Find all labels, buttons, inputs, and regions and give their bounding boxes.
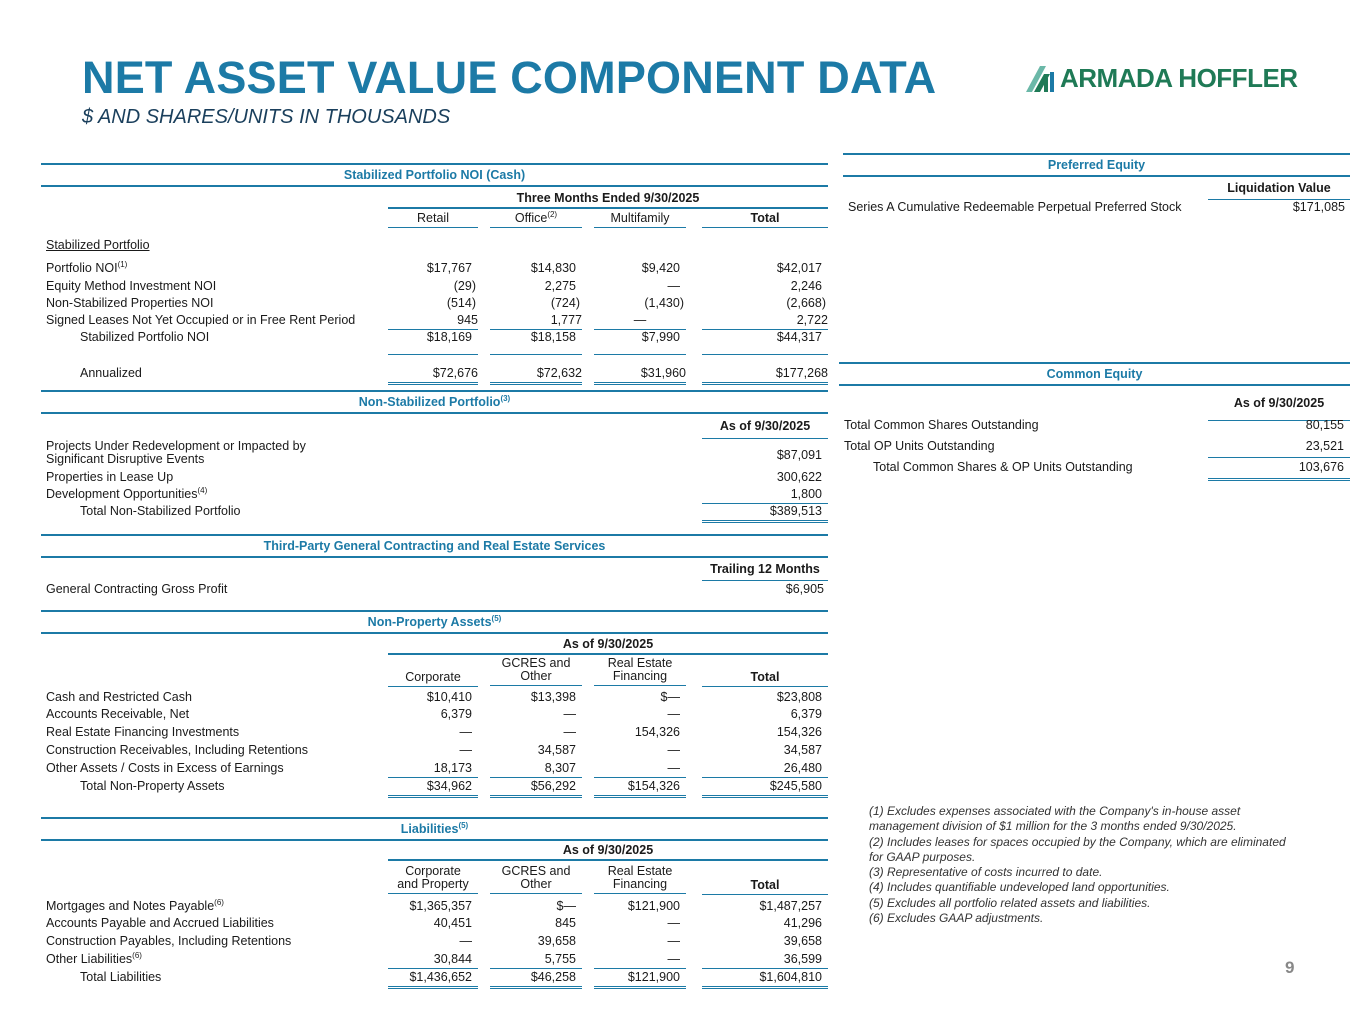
cell: 2,275 xyxy=(544,279,576,293)
table-row xyxy=(41,502,828,520)
cell: 5,755 xyxy=(490,950,582,969)
cell: $23,808 xyxy=(776,690,822,704)
row-label: General Contracting Gross Profit xyxy=(46,582,228,596)
cell: 6,379 xyxy=(790,707,822,721)
cell: $10,410 xyxy=(426,690,472,704)
cell: $7,990 xyxy=(641,330,680,344)
cell: 18,173 xyxy=(388,759,478,778)
cell: 8,307 xyxy=(490,759,582,778)
footnote: (5) Excludes all portfolio related assets and liabilities. xyxy=(869,895,1151,910)
page-title: NET ASSET VALUE COMPONENT DATA xyxy=(82,52,937,103)
cell: 41,296 xyxy=(783,916,822,930)
cell: $177,268 xyxy=(702,364,828,385)
cell: 2,246 xyxy=(790,279,822,293)
cell: — xyxy=(594,311,686,330)
table-row xyxy=(41,686,828,705)
cell: 2,722 xyxy=(702,311,828,330)
table-row xyxy=(41,436,828,468)
cell: $13,398 xyxy=(530,690,576,704)
row-label: Development Opportunities$^{(4)}$ xyxy=(46,485,208,501)
cell: $72,676 xyxy=(388,364,478,385)
cell: — xyxy=(667,279,680,293)
cell: 1,800 xyxy=(702,485,828,504)
table-row xyxy=(41,294,828,311)
cell: $154,326 xyxy=(594,777,686,798)
footnotes xyxy=(869,804,1289,926)
table-row xyxy=(41,914,828,932)
cell: — xyxy=(459,934,472,948)
divider xyxy=(594,346,686,355)
row-label: Total Liabilities xyxy=(80,970,162,984)
cell: — xyxy=(667,916,680,930)
liab-col-gcres: GCRES and Other xyxy=(490,865,582,894)
cell: $171,085 xyxy=(1292,200,1345,214)
row-label: Accounts Payable and Accrued Liabilities xyxy=(46,916,274,930)
row-label: Projects Under Redevelopment or Impacted by Significant Disruptive Events xyxy=(46,439,306,466)
row-label: Annualized xyxy=(80,366,142,380)
row-label: Other Liabilities$^{(6)}$ xyxy=(46,950,142,966)
cell: (29) xyxy=(453,279,476,293)
footnote: (4) Includes quantifiable undeveloped land opportunities. xyxy=(869,880,1170,895)
cell: $87,091 xyxy=(776,448,822,462)
np-col-gcres: GCRES and Other xyxy=(490,657,582,686)
cell: 6,379 xyxy=(440,707,472,721)
cell: $389,513 xyxy=(702,502,828,523)
row-label: Construction Receivables, Including Retentions xyxy=(46,743,308,757)
cell: $— xyxy=(660,690,680,704)
preferred-col: Liquidation Value xyxy=(1208,177,1350,200)
common-heading: Common Equity xyxy=(839,362,1350,386)
cell: (1,430) xyxy=(644,296,684,310)
table-row xyxy=(839,456,1350,477)
non-property-heading: Non-Property Assets$^{(5)}$ xyxy=(41,610,828,634)
liab-col-total: Total xyxy=(702,876,828,895)
page-subtitle: $ AND SHARES/UNITS IN THOUSANDS xyxy=(82,106,451,128)
table-row xyxy=(41,705,828,723)
cell: — xyxy=(563,725,576,739)
table-row xyxy=(41,932,828,950)
cell: $1,604,810 xyxy=(702,968,828,989)
cell: 154,326 xyxy=(634,725,680,739)
liabilities-heading: Liabilities$^{(5)}$ xyxy=(41,817,828,841)
cell: $6,905 xyxy=(785,582,824,596)
cell: $17,767 xyxy=(426,261,472,275)
cell: $1,365,357 xyxy=(409,899,472,913)
row-label: Total Non-Property Assets xyxy=(80,779,225,793)
row-label: Signed Leases Not Yet Occupied or in Free Rent Period xyxy=(46,313,356,327)
cell: $14,830 xyxy=(530,261,576,275)
liabilities-period: As of 9/30/2025 xyxy=(388,841,828,861)
cell: 80,155 xyxy=(1305,418,1344,432)
cell: $245,580 xyxy=(702,777,828,798)
cell: — xyxy=(594,759,686,778)
table-row xyxy=(41,759,828,777)
cell: $31,960 xyxy=(594,364,686,385)
common-section xyxy=(839,362,1350,477)
cell: $44,317 xyxy=(776,330,822,344)
row-label: Construction Payables, Including Retentions xyxy=(46,934,292,948)
cell: $9,420 xyxy=(641,261,680,275)
footnote: (6) Excludes GAAP adjustments. xyxy=(869,911,1044,926)
noi-col-multifamily: Multifamily xyxy=(594,209,686,228)
cell: 154,326 xyxy=(776,725,822,739)
cell: 845 xyxy=(555,916,576,930)
cell: $121,900 xyxy=(627,899,680,913)
row-label: Accounts Receivable, Net xyxy=(46,707,190,721)
cell: — xyxy=(459,743,472,757)
cell: 34,587 xyxy=(783,743,822,757)
company-logo xyxy=(1024,62,1298,94)
table-row xyxy=(41,968,828,986)
footnote: (1) Excludes expenses associated with the Company's in-house asset management division of $1 million for the 3 months ended 9/30/2025. xyxy=(869,804,1241,834)
table-row xyxy=(41,723,828,741)
table-row xyxy=(839,414,1350,435)
cell: 30,844 xyxy=(388,950,478,969)
cell: 945 xyxy=(388,311,478,330)
row-label: Total Common Shares & OP Units Outstanding xyxy=(873,460,1133,474)
cell: — xyxy=(594,950,686,969)
table-row xyxy=(839,435,1350,456)
cell: — xyxy=(563,707,576,721)
noi-heading: Stabilized Portfolio NOI (Cash) xyxy=(41,163,828,187)
noi-group-label: Stabilized Portfolio xyxy=(46,238,150,252)
row-label: Equity Method Investment NOI xyxy=(46,279,217,293)
cell: $18,158 xyxy=(530,330,576,344)
noi-col-total: Total xyxy=(702,209,828,228)
cell: 103,676 xyxy=(1208,456,1350,481)
row-label: Non-Stabilized Properties NOI xyxy=(46,296,214,310)
row-label: Properties in Lease Up xyxy=(46,470,174,484)
non-property-period: As of 9/30/2025 xyxy=(388,635,828,655)
row-label: Total Common Shares Outstanding xyxy=(844,418,1039,432)
cell: $18,169 xyxy=(426,330,472,344)
non-stabilized-col: As of 9/30/2025 xyxy=(702,414,828,439)
table-row xyxy=(41,277,828,294)
cell: $1,487,257 xyxy=(759,899,822,913)
liab-col-financing: Real Estate Financing xyxy=(594,865,686,894)
table-row xyxy=(843,198,1350,216)
row-label: Total Non-Stabilized Portfolio xyxy=(80,504,241,518)
cell: 1,777 xyxy=(490,311,582,330)
cell: $34,962 xyxy=(388,777,478,798)
logo-text: ARMADA HOFFLER xyxy=(1060,62,1298,93)
table-row xyxy=(41,777,828,795)
non-stabilized-section xyxy=(41,390,828,520)
divider xyxy=(490,346,582,355)
noi-period: Three Months Ended 9/30/2025 xyxy=(388,189,828,209)
cell: 39,658 xyxy=(537,934,576,948)
table-row xyxy=(41,579,828,597)
cell: $56,292 xyxy=(490,777,582,798)
table-row xyxy=(41,468,828,485)
cell: $46,258 xyxy=(490,968,582,989)
preferred-section xyxy=(843,153,1350,216)
noi-col-office: Office$^{(2)}$ xyxy=(490,209,582,228)
row-label: Total OP Units Outstanding xyxy=(844,439,995,453)
non-stabilized-heading: Non-Stabilized Portfolio$^{(3)}$ xyxy=(41,390,828,414)
row-label: Cash and Restricted Cash xyxy=(46,690,192,704)
cell: 300,622 xyxy=(776,470,822,484)
row-label: Series A Cumulative Redeemable Perpetual Preferred Stock xyxy=(848,200,1182,214)
cell: $1,436,652 xyxy=(388,968,478,989)
cell: (514) xyxy=(446,296,476,310)
cell: — xyxy=(459,725,472,739)
cell: — xyxy=(667,934,680,948)
liabilities-section xyxy=(41,817,828,986)
cell: $42,017 xyxy=(776,261,822,275)
cell: 34,587 xyxy=(537,743,576,757)
non-property-section xyxy=(41,610,828,795)
armada-hoffler-logo-icon xyxy=(1024,62,1056,94)
cell: $72,632 xyxy=(490,364,582,385)
noi-col-retail: Retail xyxy=(388,209,478,228)
cell: 40,451 xyxy=(433,916,472,930)
cell: 26,480 xyxy=(702,759,828,778)
table-row xyxy=(41,741,828,759)
table-row xyxy=(41,328,828,346)
np-col-financing: Real Estate Financing xyxy=(594,657,686,686)
footnote: (2) Includes leases for spaces occupied by the Company, which are eliminated for GAAP purposes. xyxy=(869,834,1286,864)
table-row xyxy=(41,485,828,502)
table-row xyxy=(41,311,828,328)
liab-col-corporate: Corporate and Property xyxy=(388,865,478,894)
cell: — xyxy=(667,743,680,757)
np-col-corporate: Corporate xyxy=(388,668,478,687)
third-party-col: Trailing 12 Months xyxy=(702,558,828,581)
table-row xyxy=(41,364,828,382)
common-col: As of 9/30/2025 xyxy=(1208,386,1350,421)
divider xyxy=(702,346,828,355)
third-party-heading: Third-Party General Contracting and Real Estate Services xyxy=(41,534,828,558)
cell: 39,658 xyxy=(783,934,822,948)
row-label: Stabilized Portfolio NOI xyxy=(80,330,210,344)
footnote: (3) Representative of costs incurred to date. xyxy=(869,865,1103,880)
cell: $121,900 xyxy=(594,968,686,989)
np-col-total: Total xyxy=(702,668,828,687)
row-label: Real Estate Financing Investments xyxy=(46,725,240,739)
cell: 36,599 xyxy=(702,950,828,969)
divider xyxy=(388,346,478,355)
row-label: Portfolio NOI$^{(1)}$ xyxy=(46,259,128,275)
row-label: Other Assets / Costs in Excess of Earnings xyxy=(46,761,284,775)
cell: (724) xyxy=(550,296,580,310)
cell: — xyxy=(667,707,680,721)
cell: $— xyxy=(556,899,576,913)
cell: (2,668) xyxy=(786,296,826,310)
page-number: 9 xyxy=(1285,958,1295,977)
table-row xyxy=(41,895,828,914)
third-party-section xyxy=(41,534,828,597)
cell: 23,521 xyxy=(1208,435,1350,458)
table-row xyxy=(41,255,828,277)
preferred-heading: Preferred Equity xyxy=(843,153,1350,177)
noi-section xyxy=(41,163,828,382)
row-label: Mortgages and Notes Payable$^{(6)}$ xyxy=(46,897,224,913)
table-row xyxy=(41,950,828,968)
